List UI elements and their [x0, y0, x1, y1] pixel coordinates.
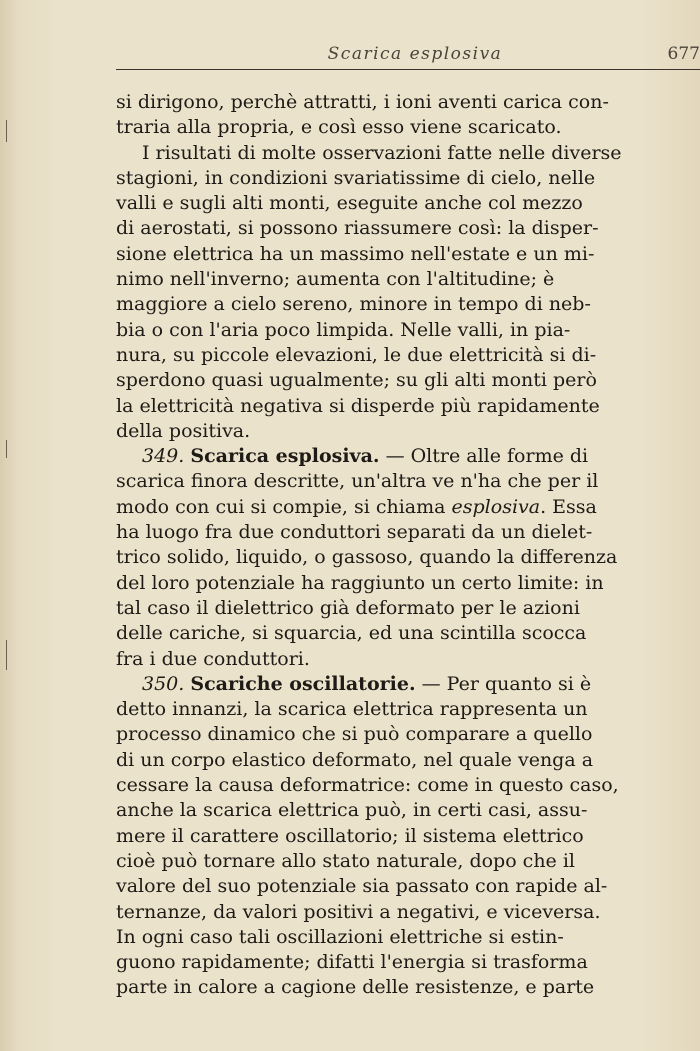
header-rule	[116, 69, 700, 70]
running-title: Scarica esplosiva	[327, 44, 503, 64]
emphasis-term: esplosiva	[451, 495, 541, 518]
page-header	[0, 44, 700, 68]
text-line: delle cariche, si squarcia, ed una scintilla scocca	[116, 622, 587, 645]
body-text	[116, 90, 700, 1001]
text-span: — Per quanto si è	[415, 672, 592, 695]
text-span: . Essa	[540, 495, 597, 518]
section-349-heading-line	[116, 444, 700, 469]
section-title: Scariche oscillatorie.	[190, 672, 416, 695]
text-line: nura, su piccole elevazioni, le due elettricità si di-	[116, 343, 597, 366]
section-number: 349.	[142, 445, 185, 468]
text-line: valli e sugli alti monti, eseguite anche col mezzo	[116, 192, 583, 215]
section-title: Scarica esplosiva.	[190, 445, 380, 468]
text-line: tal caso il dielettrico già deformato per le azioni	[116, 596, 580, 619]
text-line: di aerostati, si possono riassumere così: la disper-	[116, 217, 599, 240]
text-line: In ogni caso tali oscillazioni elettriche si estin-	[116, 925, 564, 948]
text-line: guono rapidamente; difatti l'energia si trasforma	[116, 951, 588, 974]
text-line: scarica finora descritte, un'altra ve n'ha che per il	[116, 470, 599, 493]
text-line: stagioni, in condizioni svariatissime di cielo, nelle	[116, 166, 596, 189]
text-line: I risultati di molte osservazioni fatte nelle diverse	[142, 141, 622, 164]
text-line: sione elettrica ha un massimo nell'estate e un mi-	[116, 242, 595, 265]
text-line: cessare la causa deformatrice: come in questo caso,	[116, 774, 619, 797]
text-line: bia o con l'aria poco limpida. Nelle valli, in pia-	[116, 318, 571, 341]
text-line: la elettricità negativa si disperde più rapidamente	[116, 394, 600, 417]
text-line: processo dinamico che si può comparare a quello	[116, 723, 593, 746]
margin-mark	[6, 640, 7, 670]
text-line: cioè può tornare allo stato naturale, dopo che il	[116, 849, 575, 872]
text-line: sperdono quasi ugualmente; su gli alti monti però	[116, 369, 597, 392]
text-line: valore del suo potenziale sia passato con rapide al-	[116, 875, 608, 898]
margin-mark	[6, 120, 7, 142]
text-line: nimo nell'inverno; aumenta con l'altitudine; è	[116, 268, 555, 291]
text-line: traria alla propria, e così esso viene scaricato.	[116, 116, 562, 139]
text-line: mere il carattere oscillatorio; il sistema elettrico	[116, 824, 584, 847]
text-line: di un corpo elastico deformato, nel quale venga a	[116, 748, 594, 771]
page-number: 677	[667, 44, 700, 64]
text-line: trico solido, liquido, o gassoso, quando la differenza	[116, 546, 618, 569]
text-line: parte in calore a cagione delle resistenze, e parte	[116, 976, 595, 999]
margin-mark	[6, 440, 7, 458]
text-line: si dirigono, perchè attratti, i ioni aventi carica con-	[116, 91, 609, 113]
text-line: ternanze, da valori positivi a negativi, e viceversa.	[116, 900, 601, 923]
section-number: 350.	[142, 672, 185, 695]
text-line: della positiva.	[116, 419, 251, 442]
text-span: modo con cui si compie, si chiama	[116, 495, 452, 518]
section-350-heading-line	[116, 672, 700, 697]
text-line: fra i due conduttori.	[116, 647, 310, 670]
text-line: ha luogo fra due conduttori separati da un dielet-	[116, 521, 593, 544]
text-line: anche la scarica elettrica può, in certi casi, assu-	[116, 799, 588, 822]
text-line: del loro potenziale ha raggiunto un certo limite: in	[116, 571, 604, 594]
text-line: maggiore a cielo sereno, minore in tempo di neb-	[116, 293, 591, 316]
text-span: — Oltre alle forme di	[379, 445, 589, 468]
text-line	[116, 495, 700, 520]
text-line: detto innanzi, la scarica elettrica rappresenta un	[116, 698, 588, 721]
